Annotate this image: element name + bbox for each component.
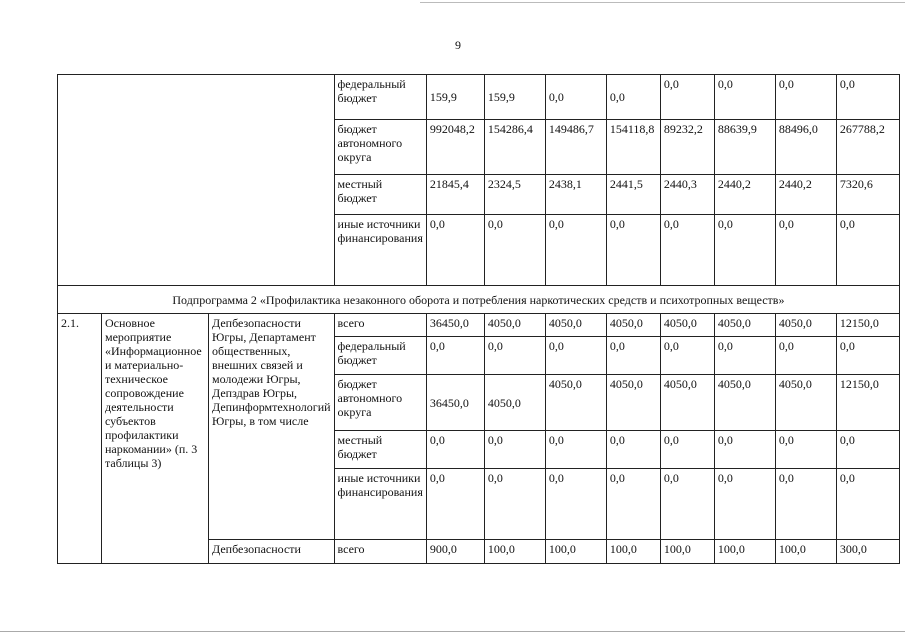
value-cell: 0,0 (836, 75, 899, 120)
value-cell: 0,0 (484, 469, 545, 540)
value-cell: 0,0 (714, 215, 775, 286)
value-cell: 0,0 (545, 469, 606, 540)
value-cell: 0,0 (714, 469, 775, 540)
responsible-executors: Депбезопасности Югры, Департамент общественных, внешних связей и молодежи Югры, Депздрав Югры, Депинформтехнологий Югры, в том числе (209, 314, 335, 540)
bottom-scan-line (0, 631, 905, 632)
value-cell: 100,0 (545, 540, 606, 564)
value-cell: 0,0 (606, 215, 660, 286)
value-cell: 154118,8 (606, 120, 660, 175)
value-cell: 0,0 (714, 75, 775, 120)
value-cell: 0,0 (426, 337, 484, 375)
value-cell: 159,9 (426, 75, 484, 120)
value-cell: 0,0 (775, 337, 836, 375)
event-number: 2.1. (58, 314, 102, 564)
value-cell: 4050,0 (714, 375, 775, 431)
source-cell: всего (334, 314, 426, 337)
value-cell: 2440,3 (660, 175, 714, 215)
value-cell: 0,0 (484, 215, 545, 286)
source-cell: иные источники финансирования (334, 215, 426, 286)
value-cell: 0,0 (836, 215, 899, 286)
value-cell: 992048,2 (426, 120, 484, 175)
value-cell: 0,0 (836, 337, 899, 375)
source-cell: бюджет автономного округа (334, 120, 426, 175)
budget-table (57, 74, 900, 564)
value-cell: 4050,0 (775, 314, 836, 337)
value-cell: 2440,2 (775, 175, 836, 215)
value-cell: 0,0 (836, 431, 899, 469)
empty-continuation-cell (58, 75, 335, 286)
value-cell: 0,0 (426, 469, 484, 540)
value-cell: 4050,0 (606, 314, 660, 337)
value-cell: 0,0 (714, 337, 775, 375)
value-cell: 4050,0 (545, 314, 606, 337)
source-cell: всего (334, 540, 426, 564)
value-cell: 0,0 (426, 431, 484, 469)
value-cell: 0,0 (775, 75, 836, 120)
table-row (58, 75, 900, 120)
value-cell: 0,0 (775, 469, 836, 540)
value-cell: 36450,0 (426, 375, 484, 431)
value-cell: 0,0 (660, 215, 714, 286)
value-cell: 100,0 (714, 540, 775, 564)
value-cell: 0,0 (775, 215, 836, 286)
value-cell: 154286,4 (484, 120, 545, 175)
value-cell: 2440,2 (714, 175, 775, 215)
value-cell: 0,0 (660, 469, 714, 540)
value-cell: 2438,1 (545, 175, 606, 215)
value-cell: 267788,2 (836, 120, 899, 175)
source-cell: местный бюджет (334, 431, 426, 469)
source-cell: федеральный бюджет (334, 337, 426, 375)
value-cell: 36450,0 (426, 314, 484, 337)
responsible-executor-next: Депбезопасности (209, 540, 335, 564)
value-cell: 0,0 (545, 75, 606, 120)
value-cell: 0,0 (484, 431, 545, 469)
value-cell: 4050,0 (660, 375, 714, 431)
value-cell: 7320,6 (836, 175, 899, 215)
value-cell: 900,0 (426, 540, 484, 564)
value-cell: 4050,0 (714, 314, 775, 337)
value-cell: 0,0 (606, 337, 660, 375)
value-cell: 0,0 (660, 431, 714, 469)
value-cell: 100,0 (775, 540, 836, 564)
value-cell: 0,0 (775, 431, 836, 469)
source-cell: бюджет автономного округа (334, 375, 426, 431)
value-cell: 100,0 (660, 540, 714, 564)
value-cell: 2441,5 (606, 175, 660, 215)
value-cell: 4050,0 (545, 375, 606, 431)
event-name: Основное мероприятие «Информационное и материально-техническое сопровождение деятельности субъектов профилактики наркомании» (п. 3 таблицы 3) (102, 314, 209, 564)
value-cell: 149486,7 (545, 120, 606, 175)
subprogram-title: Подпрограмма 2 «Профилактика незаконного оборота и потребления наркотических средств и психотропных веществ» (58, 286, 900, 314)
value-cell: 0,0 (836, 469, 899, 540)
value-cell: 0,0 (606, 431, 660, 469)
value-cell: 0,0 (714, 431, 775, 469)
value-cell: 0,0 (545, 215, 606, 286)
value-cell: 12150,0 (836, 375, 899, 431)
value-cell: 0,0 (545, 337, 606, 375)
page-number: 9 (455, 38, 461, 52)
value-cell: 0,0 (545, 431, 606, 469)
value-cell: 0,0 (426, 215, 484, 286)
source-cell: иные источники финансирования (334, 469, 426, 540)
value-cell: 100,0 (484, 540, 545, 564)
value-cell: 0,0 (660, 75, 714, 120)
value-cell: 0,0 (606, 469, 660, 540)
value-cell: 88496,0 (775, 120, 836, 175)
value-cell: 4050,0 (484, 314, 545, 337)
source-cell: федеральный бюджет (334, 75, 426, 120)
value-cell: 4050,0 (660, 314, 714, 337)
value-cell: 4050,0 (484, 375, 545, 431)
value-cell: 12150,0 (836, 314, 899, 337)
value-cell: 0,0 (484, 337, 545, 375)
value-cell: 4050,0 (775, 375, 836, 431)
value-cell: 0,0 (606, 75, 660, 120)
value-cell: 88639,9 (714, 120, 775, 175)
value-cell: 100,0 (606, 540, 660, 564)
value-cell: 21845,4 (426, 175, 484, 215)
table-row (58, 286, 900, 314)
value-cell: 2324,5 (484, 175, 545, 215)
table-row (58, 314, 900, 337)
value-cell: 4050,0 (606, 375, 660, 431)
top-scan-line (420, 2, 905, 3)
value-cell: 89232,2 (660, 120, 714, 175)
value-cell: 300,0 (836, 540, 899, 564)
source-cell: местный бюджет (334, 175, 426, 215)
value-cell: 0,0 (660, 337, 714, 375)
value-cell: 159,9 (484, 75, 545, 120)
